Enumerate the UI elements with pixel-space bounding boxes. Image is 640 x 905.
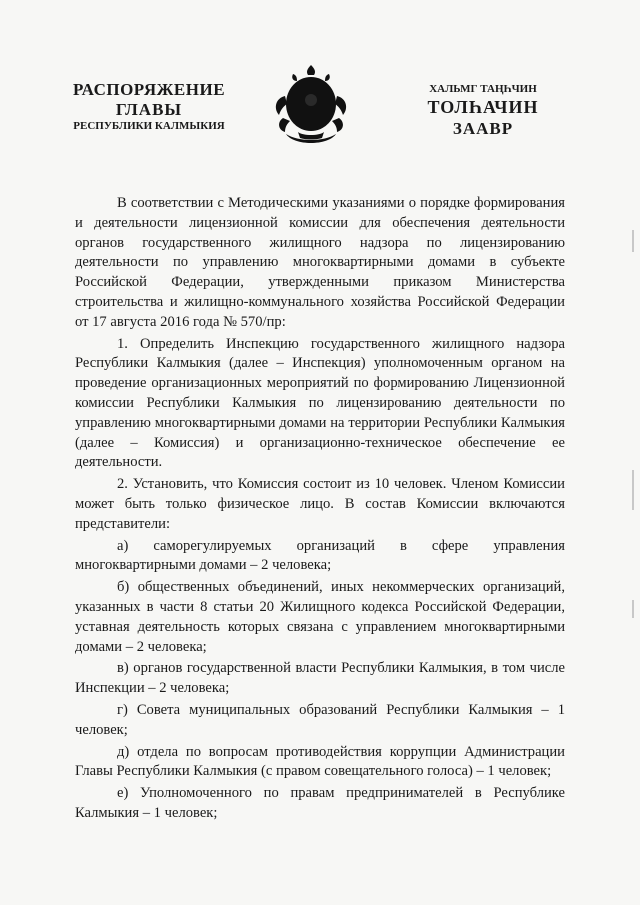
order-title-kalmyk-line2: ТОЛҺАЧИН (427, 97, 539, 117)
paragraph-preamble: В соответствии с Методическими указаниями о порядке формирования и деятельности лицензионной комиссии для обеспечения деятельности органов государственного жилищного надзора по лицензированию деятельности по управлению многоквартирными домами в субъекте Российской Федерации, утвержденными приказом Министерства строительства и жилищно-коммунального хозяйства Российской Федерации от 17 августа 2016 года № 570/пр: (75, 195, 565, 330)
scan-edge-mark (632, 470, 634, 510)
scan-edge-mark (632, 230, 634, 252)
subitem-e: е) Уполномоченного по правам предпринимателей в Республике Калмыкия – 1 человек; (75, 785, 565, 821)
order-region: РЕСПУБЛИКИ КАЛМЫКИЯ (73, 120, 225, 132)
paragraph-item-2: 2. Установить, что Комиссия состоит из 10 человек. Членом Комиссии может быть только физическое лицо. В состав Комиссии включаются представители: (75, 476, 565, 532)
subitem-d: д) отдела по вопросам противодействия коррупции Администрации Главы Республики Калмыкия (с правом совещательного голоса) – 1 человек; (75, 743, 565, 780)
order-title-kalmyk-line3: ЗААВР (452, 119, 514, 138)
subitem-a: а) саморегулируемых организаций в сфере управления многоквартирными домами – 2 человека; (75, 537, 565, 574)
subitem-b: б) общественных объединений, иных некоммерческих организаций, указанных в части 8 статьи 20 Жилищного кодекса Российской Федерации, уставная деятельность которых связана с управлением многоквартирными домами – 2 человека; (75, 579, 565, 655)
paragraph-item-1: 1. Определить Инспекцию государственного жилищного надзора Республики Калмыкия (далее – Инспекция) уполномоченным органом на проведение организационных мероприятий по формированию Лицензионной комиссии Республики Калмыкия по лицензированию деятельности по управлению многоквартирными домами на территории Республики Калмыкия (далее – Комиссия) и организационно-техническое обеспечение ее деятельности. (75, 335, 565, 471)
subitem-g: г) Совета муниципальных образований Республики Калмыкия – 1 человек; (75, 701, 565, 738)
scan-edge-mark (632, 600, 634, 618)
order-title-kalmyk-line1: ХАЛЬМГ ТАҢҺЧИН (429, 83, 537, 95)
header-right-block (395, 82, 571, 140)
subitem-v: в) органов государственной власти Республики Калмыкия, в том числе Инспекции – 2 человека; (75, 660, 565, 697)
order-body (75, 194, 565, 826)
order-subtitle: ГЛАВЫ (115, 100, 183, 119)
header-left-block (64, 80, 234, 133)
order-title: РАСПОРЯЖЕНИЕ (72, 80, 226, 99)
kalmykia-coat-of-arms-icon (268, 62, 354, 148)
